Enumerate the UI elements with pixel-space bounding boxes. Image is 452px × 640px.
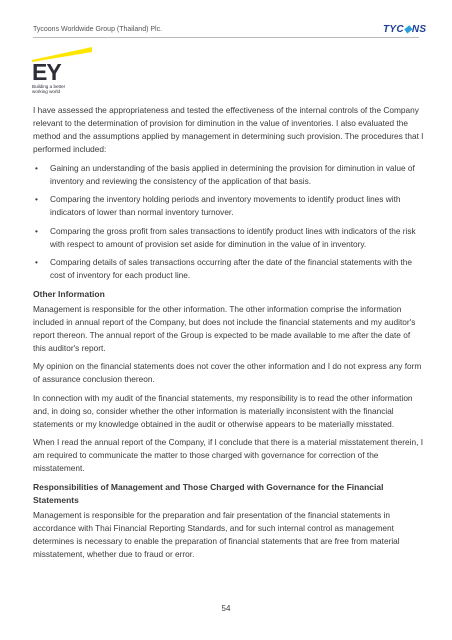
other-information-paragraph: In connection with my audit of the financial statements, my responsibility is to read the other information and, in doing so, consider whether the other information is materially inconsistent with the financial statements or my knowledge obtained in the audit or otherwise appears to be materially misstated. [33, 392, 413, 429]
procedure-text: Comparing details of sales transactions occurring after the date of the financial statements with the cost of inventory for each product line. [50, 257, 413, 280]
procedure-text: Gaining an understanding of the basis applied in determining the provision for diminution in value of inventory and reviewing the consistency of the application of that basis. [50, 162, 415, 186]
procedure-item [33, 193, 425, 219]
other-information-heading: Other Information [33, 288, 105, 299]
page-number: 54 [221, 604, 231, 613]
procedures-list [33, 162, 425, 283]
bullet-icon: • [35, 162, 38, 173]
ey-tagline-line-1: Building a better [32, 84, 66, 89]
other-information-paragraph: My opinion on the financial statements does not cover the other information and I do not express any form of assurance conclusion thereon. [33, 361, 422, 384]
tycoons-logo-mark-icon: ◆ [403, 24, 412, 35]
responsibilities-heading: Responsibilities of Management and Those Charged with Governance for the Financial Statements [33, 481, 384, 505]
header-company-name: Tycoons Worldwide Group (Thailand) Plc. [33, 26, 163, 33]
ey-tagline-line-2: working world [32, 89, 61, 94]
other-information-paragraph: When I read the annual report of the Company, if I conclude that there is a material misstatement therein, I am required to communicate the matter to those charged with governance for correction of the misstatement. [33, 437, 424, 473]
header-divider [33, 37, 419, 38]
responsibilities-paragraph: Management is responsible for the preparation and fair presentation of the financial statements in accordance with Thai Financial Reporting Standards, and for such internal control as management determines is necessary to enable the preparation of financial statements that are free from material misstatement, whether due to fraud or error. [33, 509, 400, 559]
ey-logo-tagline [32, 84, 92, 94]
bullet-icon: • [35, 225, 38, 236]
report-body [33, 104, 425, 566]
tycoons-logo [383, 24, 426, 35]
ey-logo-letters: EY [32, 59, 61, 85]
other-information-paragraph: Management is responsible for the other information. The other information comprise the information included in annual report of the Company, but does not include the financial statements and my auditor's report thereon. The annual report of the Group is expected to be made available to me after the date of this auditor's report. [33, 303, 416, 353]
procedure-item [33, 256, 425, 282]
bullet-icon: • [35, 194, 38, 204]
procedure-item [33, 162, 425, 188]
ey-logo [32, 47, 92, 95]
intro-paragraph: I have assessed the appropriateness and tested the effectiveness of the internal controls of the Company relevant to the determination of provision for diminution in the value of inventories. I also evaluated the method and the assumptions applied by management in determining such provision. The procedures that I performed included: [33, 105, 424, 154]
procedure-text: Comparing the inventory holding periods and inventory movements to identify product lines with indicators of lower than normal inventory turnover. [50, 194, 401, 217]
bullet-icon: • [35, 257, 38, 267]
tycoons-logo-text-end: NS [411, 24, 427, 35]
procedure-item [33, 225, 425, 251]
procedure-text: Comparing the gross profit from sales transactions to identify product lines with indicators of the risk with respect to amount of provision set aside for diminution in the value of in inventory. [50, 225, 416, 249]
tycoons-logo-text-start: TYC [383, 24, 404, 35]
